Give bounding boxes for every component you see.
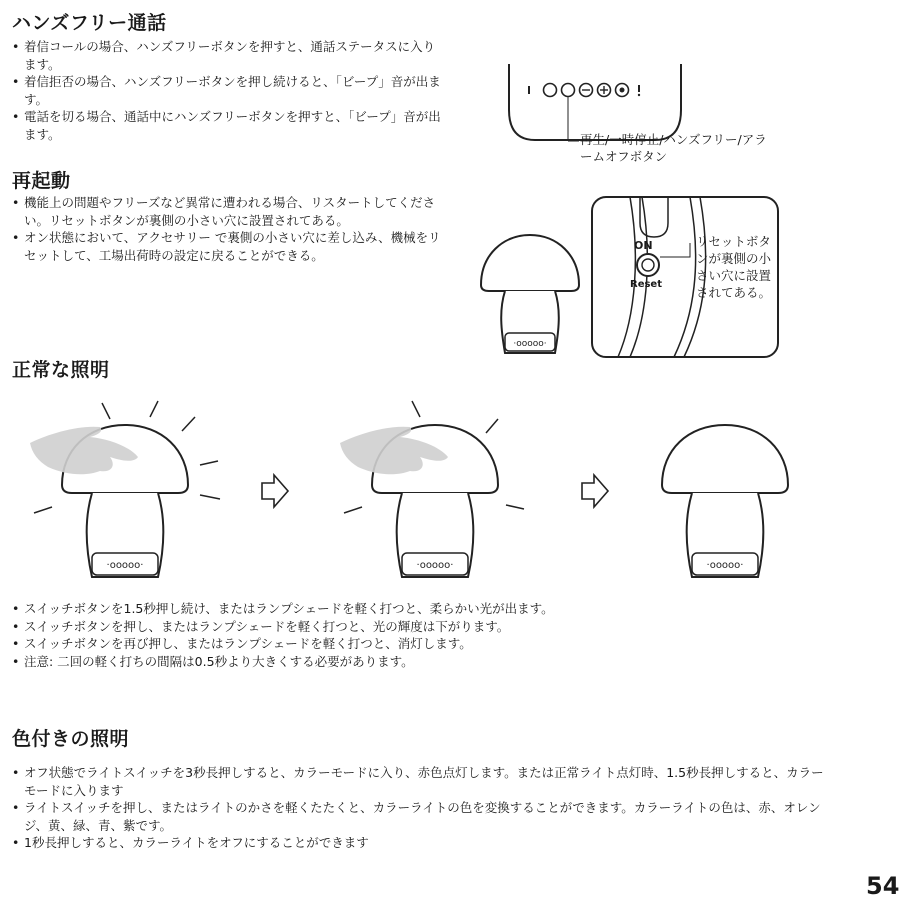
page-number: 54 <box>866 872 900 900</box>
restart-bullet-list <box>12 194 452 264</box>
list-item: • 機能上の問題やフリーズなど異常に遭われる場合、リスタートしてください。リセットボタンが裏側の小さい穴に設置されてある。 <box>12 194 452 229</box>
list-item: • 注意: 二回の軽く打ちの間隔は0.5秒より大きくする必要があります。 <box>12 653 892 671</box>
handsfree-bullet-list <box>12 38 444 143</box>
mushroom-lamp-dimmed <box>340 401 524 577</box>
list-item: • スイッチボタンを再び押し、またはランプシェードを軽く打つと、消灯します。 <box>12 635 892 653</box>
list-item: • スイッチボタンを押し、またはランプシェードを軽く打つと、光の輝度は下がります。 <box>12 618 892 636</box>
section-title-color-light: 色付きの照明 <box>12 728 130 750</box>
list-item: • オフ状態でライトスイッチを3秒長押しすると、カラーモードに入り、赤色点灯します。または正常ライト点灯時、1.5秒長押しすると、カラーモードに入ります <box>12 764 832 799</box>
play-pause-button-callout: 再生/一時停止/ハンズフリー/アラームオフボタン <box>580 132 767 164</box>
list-item: • 1秒長押しすると、カラーライトをオフにすることができます <box>12 834 832 852</box>
svg-text:·ooooo·: ·ooooo· <box>706 560 744 571</box>
list-item: • 電話を切る場合、通話中にハンズフリーボタンを押すと、「ビープ」音が出ます。 <box>12 108 444 143</box>
on-label: ON <box>634 239 653 252</box>
list-item: • スイッチボタンを1.5秒押し続け、またはランプシェードを軽く打つと、柔らかい光が出ます。 <box>12 600 892 618</box>
list-item: • ライトスイッチを押し、またはライトのかさを軽くたたくと、カラーライトの色を変換することができます。カラーライトの色は、赤、オレンジ、黄、緑、青、紫です。 <box>12 799 832 834</box>
tap-to-light-sequence-illustration <box>30 395 810 590</box>
mushroom-lamp-illustration <box>475 215 585 360</box>
section-title-handsfree: ハンズフリー通話 <box>12 12 167 34</box>
list-item: • オン状態において、アクセサリー で裏側の小さい穴に差し込み、機械をリセットして、工場出荷時の設定に戻ることができる。 <box>12 229 452 264</box>
mushroom-lamp-lit <box>30 401 220 577</box>
list-item: • 着信拒否の場合、ハンズフリーボタンを押し続けると、「ビープ」音が出ます。 <box>12 73 444 108</box>
list-item: • 着信コールの場合、ハンズフリーボタンを押すと、通話ステータスに入ります。 <box>12 38 444 73</box>
section-title-normal-light: 正常な照明 <box>12 359 110 381</box>
svg-text:·ooooo·: ·ooooo· <box>106 560 144 571</box>
svg-text:·ooooo·: ·ooooo· <box>416 560 454 571</box>
normal-light-bullet-list <box>12 600 892 670</box>
svg-text:·ooooo·: ·ooooo· <box>513 339 547 349</box>
color-light-bullet-list <box>12 764 832 852</box>
reset-label: Reset <box>630 279 662 290</box>
section-title-restart: 再起動 <box>12 170 71 192</box>
mushroom-lamp-off <box>662 425 788 577</box>
reset-hole-callout: リセットボタンが裏側の小さい穴に設置されてある。 <box>696 234 772 300</box>
